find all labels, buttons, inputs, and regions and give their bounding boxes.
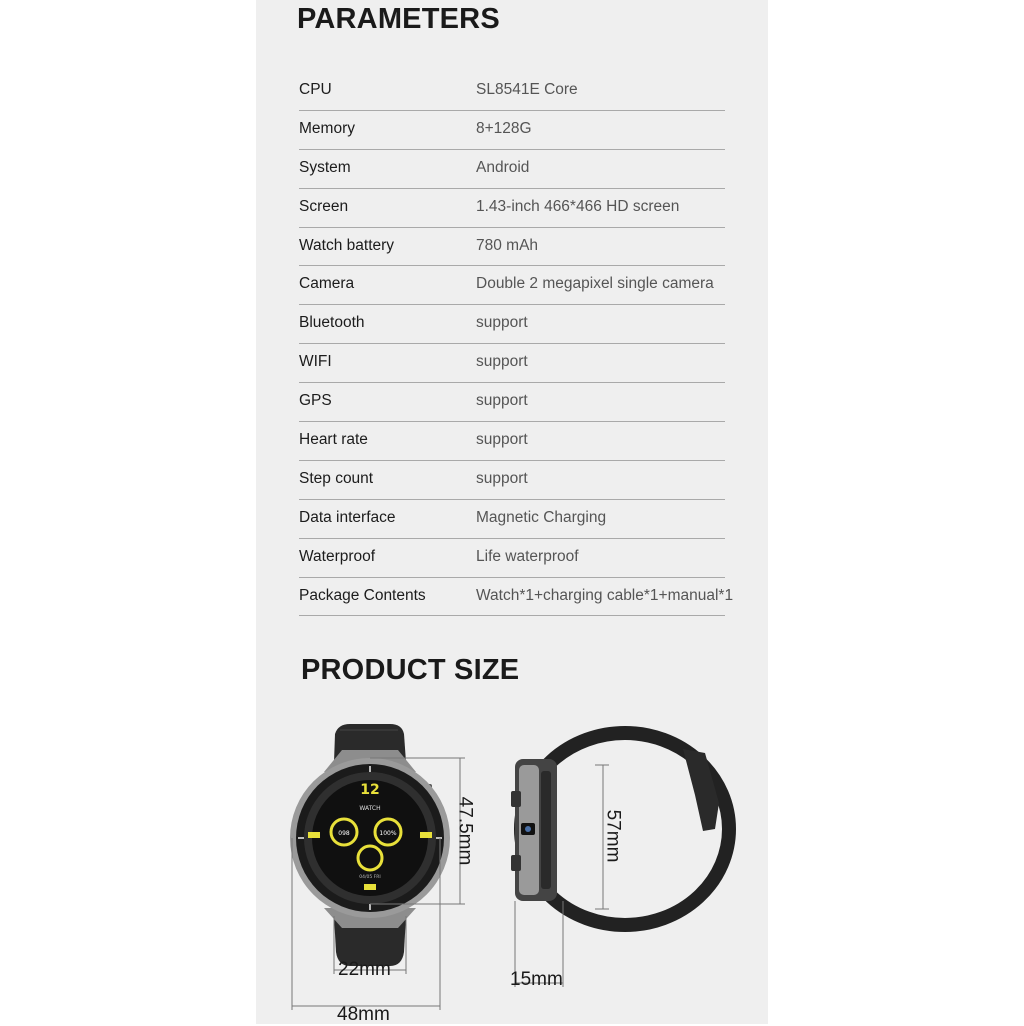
dial-date: 04/05 FRI [359, 875, 381, 880]
watch-side-illustration [505, 725, 745, 1005]
spec-row [299, 578, 734, 617]
spec-label: Package Contents [299, 586, 426, 604]
spec-row [299, 266, 725, 305]
spec-value: support [476, 469, 528, 487]
spec-value: Magnetic Charging [476, 508, 607, 526]
spec-row [299, 111, 725, 150]
spec-row [299, 422, 725, 461]
spec-value: 8+128G [476, 119, 532, 137]
spec-label: CPU [299, 81, 332, 98]
spec-label: WIFI [299, 353, 332, 371]
spec-label: Step count [299, 469, 374, 487]
spec-label: Heart rate [299, 431, 368, 449]
spec-label: Watch battery [299, 236, 395, 254]
watch-front-illustration [280, 720, 510, 1020]
spec-value: support [476, 353, 528, 371]
spec-label: Screen [299, 197, 349, 215]
spec-table [299, 72, 734, 616]
front-height-label: 47.5mm [454, 796, 476, 866]
spec-row [299, 383, 725, 422]
spec-value: 1.43-inch 466*466 HD screen [476, 197, 680, 215]
spec-label: System [299, 158, 351, 176]
parameters-heading: PARAMETERS [297, 3, 500, 35]
spec-value: Android [476, 158, 530, 176]
strap-width-label: 22mm [338, 959, 391, 980]
spec-label: GPS [299, 392, 332, 410]
spec-row [299, 344, 725, 383]
side-thickness-label: 15mm [510, 969, 563, 990]
spec-label: Data interface [299, 508, 396, 526]
dial-brand: WATCH [359, 805, 381, 812]
spec-label: Camera [299, 275, 355, 293]
subdial-left-value: 098 [338, 830, 350, 837]
product-size-heading: PRODUCT SIZE [301, 654, 520, 686]
spec-value: support [476, 431, 528, 449]
spec-row [299, 228, 725, 267]
spec-value: Life waterproof [476, 547, 579, 565]
spec-row [299, 150, 725, 189]
spec-row [299, 500, 725, 539]
spec-label: Bluetooth [299, 314, 365, 332]
spec-row [299, 461, 725, 500]
dial-numeral-12: 12 [360, 782, 380, 798]
subdial-right-value: 100% [379, 830, 397, 837]
front-width-label: 48mm [337, 1004, 390, 1025]
spec-value: 780 mAh [476, 236, 539, 254]
spec-label: Waterproof [299, 547, 376, 565]
spec-value: support [476, 392, 528, 410]
side-diameter-label: 57mm [602, 809, 624, 863]
spec-row [299, 305, 725, 344]
spec-value: Watch*1+charging cable*1+manual*1 [476, 586, 734, 604]
spec-value: Double 2 megapixel single camera [476, 275, 714, 293]
spec-row [299, 189, 725, 228]
spec-row [299, 539, 725, 578]
spec-label: Memory [299, 119, 355, 137]
spec-value: SL8541E Core [476, 81, 578, 98]
spec-row [299, 72, 725, 111]
spec-value: support [476, 314, 528, 332]
